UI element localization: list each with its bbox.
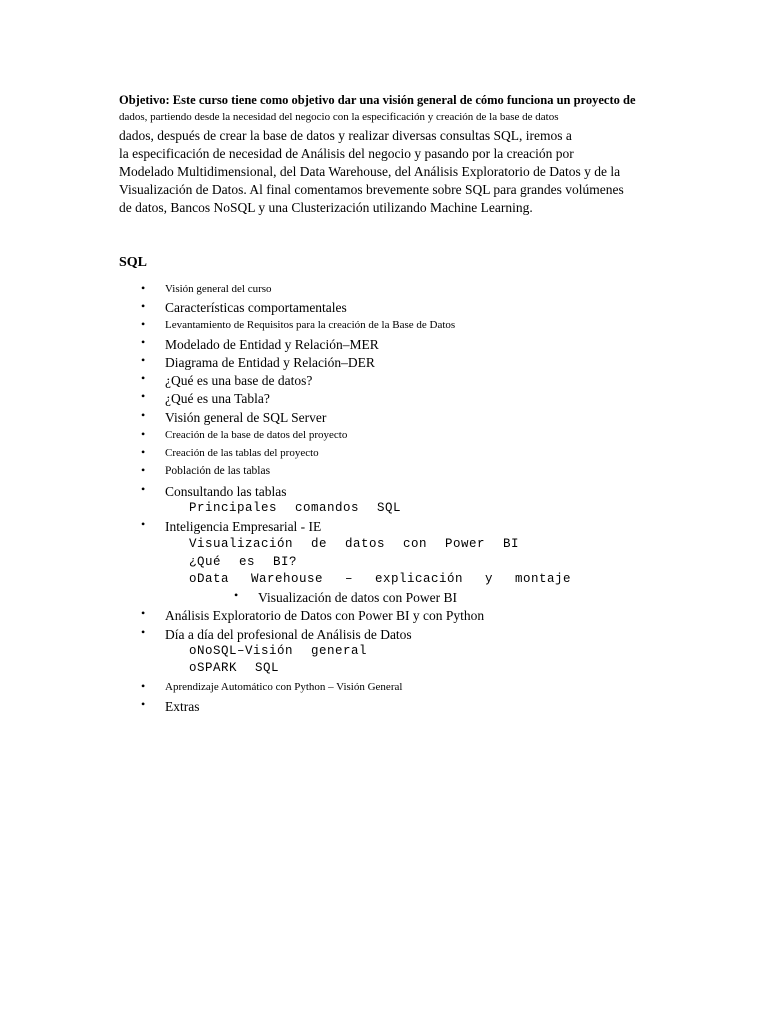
bullet-icon: • xyxy=(141,517,146,531)
list-item: Día a día del profesional de Análisis de Datos xyxy=(165,627,412,642)
list-item: ¿Qué es una base de datos? xyxy=(165,373,313,388)
sub-list-item: ¿Qué es BI? xyxy=(189,555,298,569)
objective-line-2: dados, partiendo desde la necesidad del negocio con la especificación y creación de la base de datos xyxy=(119,111,559,123)
sub-list-item: oNoSQL–Visión general xyxy=(189,644,368,658)
bullet-icon: • xyxy=(141,335,146,349)
bullet-icon: • xyxy=(141,679,146,693)
objective-line-3: dados, después de crear la base de datos y realizar diversas consultas SQL, iremos a xyxy=(119,128,572,143)
bullet-icon: • xyxy=(141,408,146,422)
bullet-icon: • xyxy=(141,606,146,620)
bullet-icon: • xyxy=(141,697,146,711)
bullet-icon: • xyxy=(141,299,146,313)
list-item: Población de las tablas xyxy=(165,465,271,477)
bullet-icon: • xyxy=(234,588,239,602)
objective-line-7: de datos, Bancos NoSQL y una Clusterización utilizando Machine Learning. xyxy=(119,200,533,215)
list-item: Visión general de SQL Server xyxy=(165,410,327,425)
list-item: Diagrama de Entidad y Relación–DER xyxy=(165,355,375,370)
sub-sub-list-item: Visualización de datos con Power BI xyxy=(258,590,458,605)
objective-line-5: Modelado Multidimensional, del Data Warehouse, del Análisis Exploratorio de Datos y de la xyxy=(119,164,621,179)
objective-line-1: Objetivo: Este curso tiene como objetivo dar una visión general de cómo funciona un proyecto de xyxy=(119,93,636,107)
section-title: SQL xyxy=(119,255,148,270)
bullet-icon: • xyxy=(141,317,146,331)
sub-list-item: Principales comandos SQL xyxy=(189,501,402,515)
bullet-icon: • xyxy=(141,389,146,403)
bullet-icon: • xyxy=(141,353,146,367)
bullet-icon: • xyxy=(141,445,146,459)
list-item: Visión general del curso xyxy=(165,283,272,295)
list-item: Extras xyxy=(165,699,200,714)
objective-line-6: Visualización de Datos. Al final comentamos brevemente sobre SQL para grandes volúmenes xyxy=(119,182,624,197)
bullet-icon: • xyxy=(141,482,146,496)
bullet-icon: • xyxy=(141,625,146,639)
sub-list-item: oData Warehouse – explicación y montaje xyxy=(189,572,572,586)
list-item: Aprendizaje Automático con Python – Visión General xyxy=(165,681,403,693)
bullet-icon: • xyxy=(141,463,146,477)
list-item: Consultando las tablas xyxy=(165,484,287,499)
list-item: Inteligencia Empresarial - IE xyxy=(165,519,322,534)
list-item: Modelado de Entidad y Relación–MER xyxy=(165,337,379,352)
list-item: ¿Qué es una Tabla? xyxy=(165,391,270,406)
sub-list-item: oSPARK SQL xyxy=(189,661,280,675)
objective-line-4: la especificación de necesidad de Análisis del negocio y pasando por la creación por xyxy=(119,146,574,161)
bullet-icon: • xyxy=(141,281,146,295)
list-item: Creación de la base de datos del proyecto xyxy=(165,429,348,441)
bullet-icon: • xyxy=(141,371,146,385)
list-item: Creación de las tablas del proyecto xyxy=(165,447,319,459)
list-item: Análisis Exploratorio de Datos con Power BI y con Python xyxy=(165,608,485,623)
sub-list-item: Visualización de datos con Power BI xyxy=(189,537,520,551)
bullet-icon: • xyxy=(141,427,146,441)
list-item: Levantamiento de Requisitos para la creación de la Base de Datos xyxy=(165,319,456,331)
list-item: Características comportamentales xyxy=(165,300,347,315)
